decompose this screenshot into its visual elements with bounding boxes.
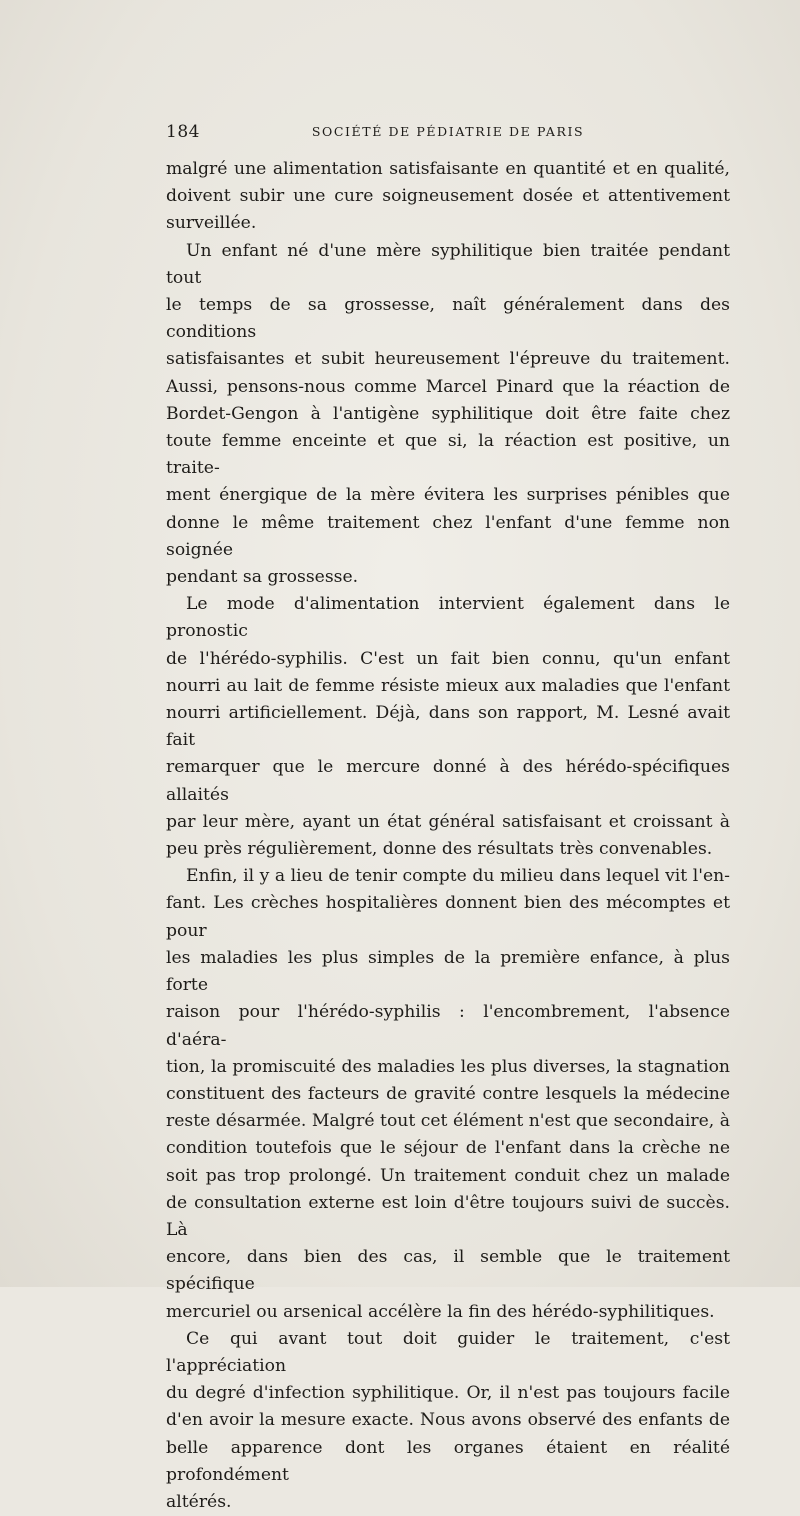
- text-line: soit pas trop prolongé. Un traitement conduit chez un malade: [166, 1165, 730, 1186]
- text-line: Bordet-Gengon à l'antigène syphilitique doit être faite chez: [166, 403, 730, 424]
- text-line: donne le même traitement chez l'enfant d'une femme non soignée: [166, 512, 730, 560]
- text-line: du degré d'infection syphilitique. Or, il n'est pas toujours facile: [166, 1383, 730, 1404]
- text-line: remarquer que le mercure donné à des hérédo-spécifiques allaités: [166, 757, 730, 805]
- text-line: pendant sa grossesse.: [166, 567, 359, 588]
- text-line: d'en avoir la mesure exacte. Nous avons observé des enfants de: [166, 1410, 730, 1431]
- text-line: le temps de sa grossesse, naît généralement dans des conditions: [166, 295, 730, 343]
- text-line: toute femme enceinte et que si, la réaction est positive, un traite-: [166, 431, 730, 479]
- text-line: Ce qui avant tout doit guider le traitement, c'est l'appréciation: [166, 1328, 730, 1376]
- text-line: doivent subir une cure soigneusement dosée et attentivement: [166, 186, 730, 207]
- text-line: surveillée.: [166, 213, 257, 234]
- paragraph: [166, 238, 730, 592]
- text-line: nourri artificiellement. Déjà, dans son rapport, M. Lesné avait fait: [166, 703, 730, 751]
- paragraph: [166, 1326, 730, 1516]
- page-number: 184: [166, 122, 200, 142]
- paragraph: [166, 863, 730, 1325]
- text-line: altérés.: [166, 1491, 232, 1512]
- text-line: les maladies les plus simples de la première enfance, à plus forte: [166, 947, 730, 996]
- text-line: Le mode d'alimentation intervient également dans le pronostic: [166, 594, 730, 642]
- text-line: peu près régulièrement, donne des résultats très convenables.: [166, 839, 713, 860]
- paragraph: [166, 156, 730, 238]
- text-line: reste désarmée. Malgré tout cet élément n'est que secondaire, à: [166, 1111, 730, 1132]
- page-header: [166, 122, 730, 142]
- text-line: condition toutefois que le séjour de l'enfant dans la crèche ne: [166, 1138, 730, 1159]
- running-title: SOCIÉTÉ DE PÉDIATRIE DE PARIS: [311, 124, 585, 139]
- text-line: malgré une alimentation satisfaisante en quantité et en qualité,: [166, 159, 730, 179]
- text-line: Un enfant né d'une mère syphilitique bien traitée pendant tout: [166, 240, 730, 288]
- text-line: tion, la promiscuité des maladies les plus diverses, la stagnation: [166, 1056, 730, 1077]
- text-line: par leur mère, ayant un état général satisfaisant et croissant à: [166, 811, 730, 832]
- text-line: de consultation externe est loin d'être toujours suivi de succès. Là: [166, 1192, 730, 1240]
- text-line: Enfin, il y a lieu de tenir compte du milieu dans lequel vit l'en-: [186, 866, 730, 887]
- text-line: fant. Les crèches hospitalières donnent bien des mécomptes et pour: [166, 893, 730, 941]
- text-line: constituent des facteurs de gravité contre lesquels la médecine: [166, 1083, 730, 1104]
- text-line: nourri au lait de femme résiste mieux aux maladies que l'enfant: [166, 675, 730, 696]
- body-text: [166, 156, 730, 1516]
- text-line: belle apparence dont les organes étaient en réalité profondément: [166, 1437, 730, 1485]
- text-line: de l'hérédo-syphilis. C'est un fait bien connu, qu'un enfant: [166, 648, 730, 669]
- paragraph: [166, 591, 730, 863]
- text-line: raison pour l'hérédo-syphilis : l'encombrement, l'absence d'aéra-: [166, 1002, 730, 1050]
- text-line: encore, dans bien des cas, il semble que le traitement spécifique: [166, 1247, 730, 1295]
- text-line: mercuriel ou arsenical accélère la fin des hérédo-syphilitiques.: [166, 1301, 715, 1322]
- text-line: satisfaisantes et subit heureusement l'épreuve du traitement.: [166, 349, 730, 370]
- text-line: Aussi, pensons-nous comme Marcel Pinard que la réaction de: [166, 376, 730, 397]
- text-line: ment énergique de la mère évitera les surprises pénibles que: [166, 485, 730, 506]
